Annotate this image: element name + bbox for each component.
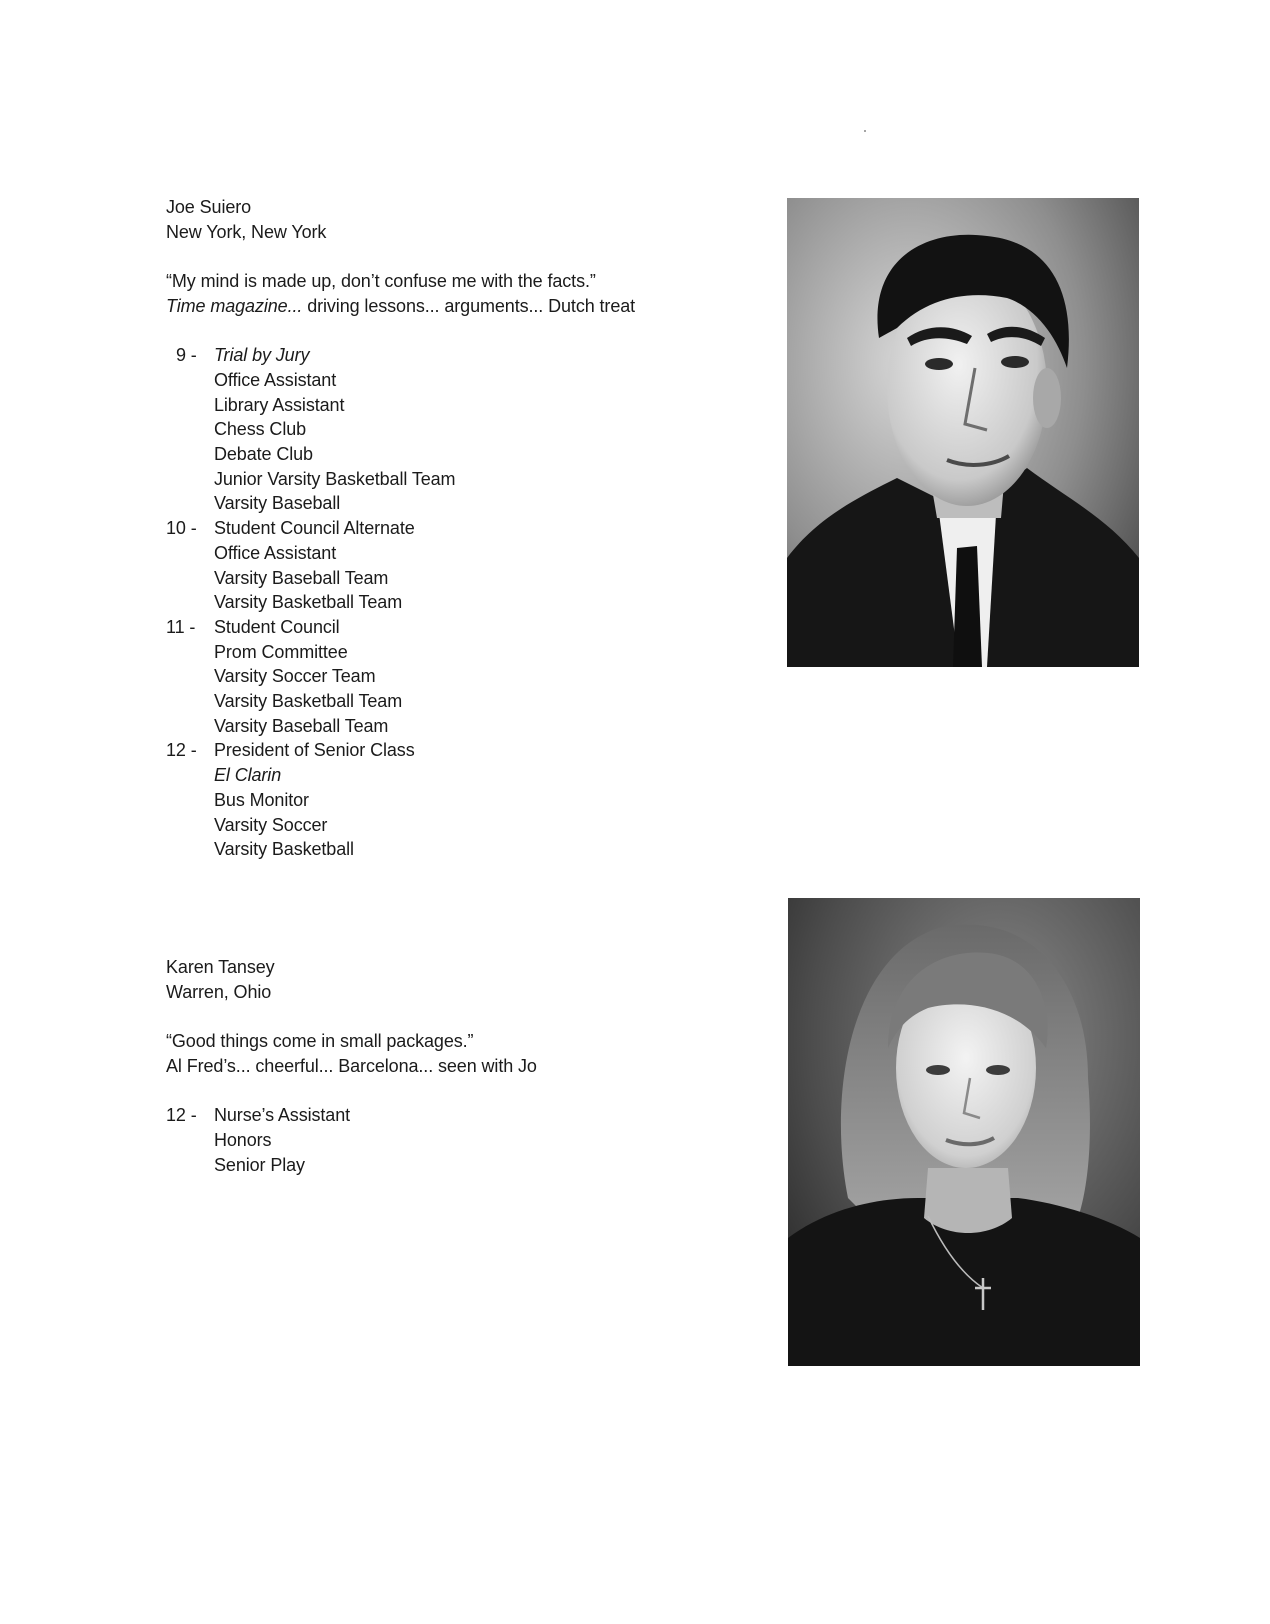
grade-number: 11 - — [166, 616, 196, 637]
activities-list — [166, 343, 726, 862]
grade-activities — [214, 516, 415, 615]
student-entry-karen — [166, 955, 726, 1177]
grade-activities — [214, 738, 415, 862]
activity-item: Senior Play — [214, 1154, 305, 1175]
grade-activities — [214, 615, 402, 739]
activity-item: Varsity Soccer — [214, 814, 328, 835]
spacer — [166, 319, 726, 344]
activity-item: Varsity Soccer Team — [214, 666, 376, 687]
activity-item: Student Council Alternate — [214, 518, 415, 539]
grade-number: 12 - — [166, 740, 197, 761]
activity-item: Varsity Basketball Team — [214, 691, 403, 712]
interests-italic: Time magazine... — [166, 295, 303, 316]
student-name: Karen Tansey — [166, 957, 275, 977]
grade-activities — [214, 343, 455, 516]
grade-row — [166, 343, 726, 516]
student-portrait-photo — [787, 198, 1139, 667]
activity-item: Varsity Baseball — [214, 493, 341, 514]
activity-item: Office Assistant — [214, 369, 337, 390]
student-interests — [166, 1054, 726, 1079]
interests-rest: driving lessons... arguments... Dutch treat — [302, 295, 636, 316]
grade-row — [166, 1103, 726, 1177]
activity-item: Bus Monitor — [214, 789, 309, 810]
grade-activities — [214, 1103, 350, 1177]
grade-number: 9 - — [176, 345, 197, 366]
activity-item: Prom Committee — [214, 641, 348, 662]
activity-item: Junior Varsity Basketball Team — [214, 468, 456, 489]
student-quote: “Good things come in small packages.” — [166, 1031, 474, 1052]
student-hometown: Warren, Ohio — [166, 981, 272, 1002]
activity-item: Library Assistant — [214, 394, 345, 415]
student-entry-joe — [166, 195, 726, 862]
activity-item: Chess Club — [214, 419, 307, 440]
spacer — [166, 244, 726, 269]
student-portrait-photo — [788, 898, 1140, 1366]
activity-item: Debate Club — [214, 444, 313, 464]
interests-rest: Al Fred’s... cheerful... Barcelona... seen with Jo — [166, 1055, 537, 1076]
activity-item: Varsity Baseball Team — [214, 715, 389, 736]
grade-number: 12 - — [166, 1105, 197, 1126]
portrait-karen — [788, 898, 1140, 1366]
grade-row — [166, 738, 726, 862]
grade-number: 10 - — [166, 518, 197, 539]
activity-item: Nurse’s Assistant — [214, 1105, 351, 1126]
activity-item: Honors — [214, 1129, 272, 1150]
print-speck — [864, 130, 866, 132]
student-name: Joe Suiero — [166, 197, 252, 217]
grade-row — [166, 516, 726, 615]
spacer — [166, 1079, 726, 1104]
activity-item: Varsity Basketball Team — [214, 592, 403, 613]
activity-item: El Clarin — [214, 765, 282, 786]
student-hometown: New York, New York — [166, 221, 327, 242]
activity-item: Student Council — [214, 616, 340, 637]
activity-item: President of Senior Class — [214, 740, 415, 761]
grade-row — [166, 615, 726, 739]
activity-item: Trial by Jury — [214, 345, 310, 366]
activity-item: Varsity Baseball Team — [214, 567, 389, 588]
student-quote: “My mind is made up, don’t confuse me with the facts.” — [166, 271, 596, 292]
activity-item: Office Assistant — [214, 542, 337, 563]
portrait-joe — [787, 198, 1139, 667]
activity-item: Varsity Basketball — [214, 839, 354, 860]
activities-list — [166, 1103, 726, 1177]
spacer — [166, 1004, 726, 1029]
student-interests — [166, 294, 726, 319]
